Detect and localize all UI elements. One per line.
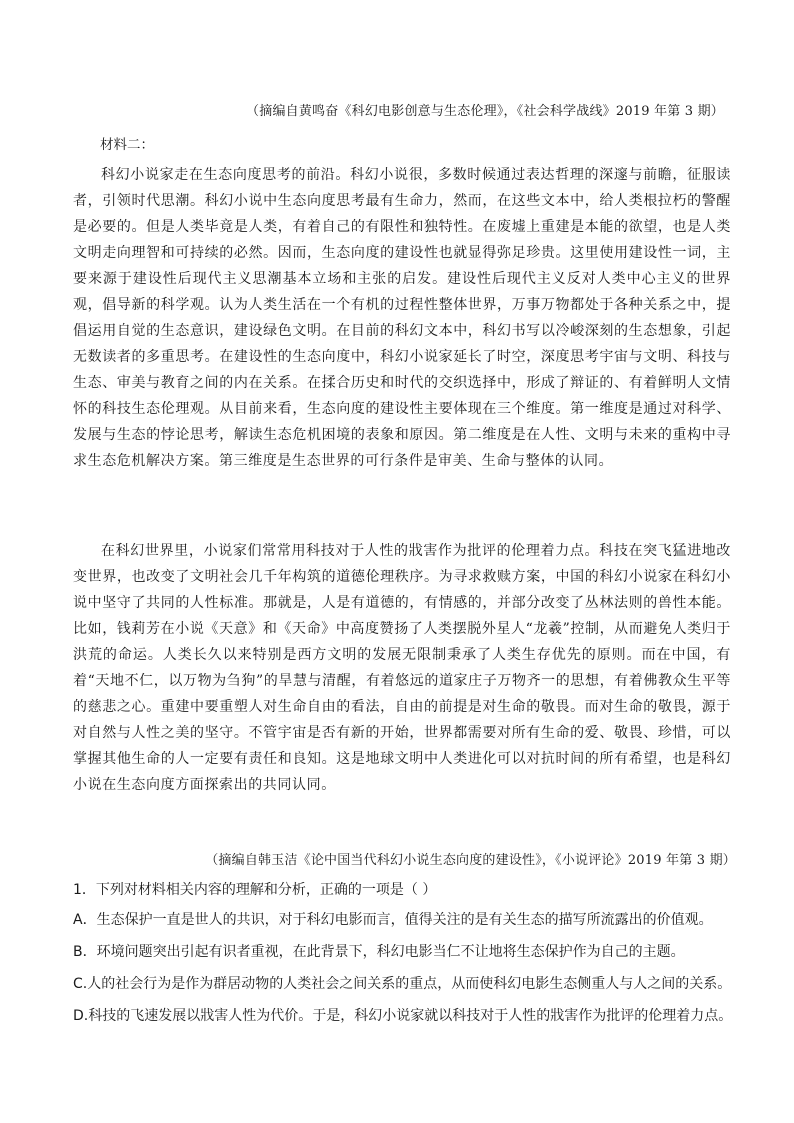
- question-1-option-d: D.科技的飞速发展以戕害人性为代价。于是，科幻小说家就以科技对于人性的戕害作为批评的伦理着力点。: [73, 1008, 733, 1024]
- question-1-option-c: C.人的社会行为是作为群居动物的人类社会之间关系的重点，从而使科幻电影生态侧重人与人之间的关系。: [73, 976, 732, 992]
- question-1-option-b: B．环境问题突出引起有识者重视，在此背景下，科幻电影当仁不让地将生态保护作为自己的主题。: [73, 944, 685, 960]
- source-citation-material-1: （摘编自黄鸣奋《科幻电影创意与生态伦理》，《社会科学战线》2019 年第 3 期）: [246, 104, 724, 119]
- material-two-paragraph-2: 在科幻世界里，小说家们常常用科技对于人性的戕害作为批评的伦理着力点。科技在突飞猛进地改变世界，也改变了文明社会几千年构筑的道德伦理秩序。为寻求救赎方案，中国的科幻小说家在科幻小说中坚守了共同的人性标准。那就是，人是有道德的，有情感的，并部分改变了丛林法则的兽性本能。比如，钱莉芳在小说《天意》和《天命》中高度赞扬了人类摆脱外星人“龙羲”控制，从而避免人类归于洪荒的命运。人类长久以来特别是西方文明的发展无限制秉承了人类生存优先的原则。而在中国，有着“天地不仁，以万物为刍狗”的旱慧与清醒，有着悠远的道家庄子万物齐一的思想，有着佛教众生平等的慈悲之心。重建中要重塑人对生命自由的看法，自由的前提是对生命的敬畏。而对生命的敬畏，源于对自然与人性之美的坚守。不管宇宙是否有新的开始，世界都需要对所有生命的爱、敬畏、珍惜，可以掌握其他生命的人一定要有责任和良知。这是地球文明中人类进化可以对抗时间的所有希望，也是科幻小说在生态向度方面探索出的共同认同。: [73, 543, 731, 793]
- question-1-stem: 1．下列对材料相关内容的理解和分析，正确的一项是（ ）: [73, 882, 437, 898]
- source-citation-material-2: （摘编自韩玉洁《论中国当代科幻小说生态向度的建设性》，《小说评论》2019 年第 3 期）: [205, 853, 736, 868]
- material-two-paragraph-1: 科幻小说家走在生态向度思考的前沿。科幻小说很，多数时候通过表达哲理的深邃与前瞻，征服读者，引领时代思潮。科幻小说中生态向度思考最有生命力，然而，在这些文本中，给人类根拉朽的警醒是必要的。但是人类毕竟是人类，有着自己的有限性和独特性。在废墟上重建是本能的欲望，也是人类文明走向理智和可持续的必然。因而，生态向度的建设性也就显得弥足珍贵。这里使用建设性一词，主要来源于建设性后现代主义思潮基本立场和主张的启发。建设性后现代主义反对人类中心主义的世界观，倡导新的科学观。认为人类生活在一个有机的过程性整体世界，万事万物都处于各种关系之中，提倡运用自觉的生态意识，建设绿色文明。在目前的科幻文本中，科幻书写以冷峻深刻的生态想象，引起无数读者的多重思考。在建设性的生态向度中，科幻小说家延长了时空，深度思考宇宙与文明、科技与生态、审美与教育之间的内在关系。在揉合历史和时代的交织选择中，形成了辩证的、有着鲜明人文情怀的科技生态伦理观。从目前来看，生态向度的建设性主要体现在三个维度。第一维度是通过对科学、发展与生态的悖论思考，解读生态危机困境的表象和原因。第二维度是在人性、文明与未来的重构中寻求生态危机解决方案。第三维度是生态世界的可行条件是审美、生命与整体的认同。: [73, 167, 731, 469]
- question-1-option-a: A．生态保护一直是世人的共识，对于科幻电影而言，值得关注的是有关生态的描写所流露出的价值观。: [73, 912, 713, 928]
- material-two-label: 材料二：: [100, 137, 154, 153]
